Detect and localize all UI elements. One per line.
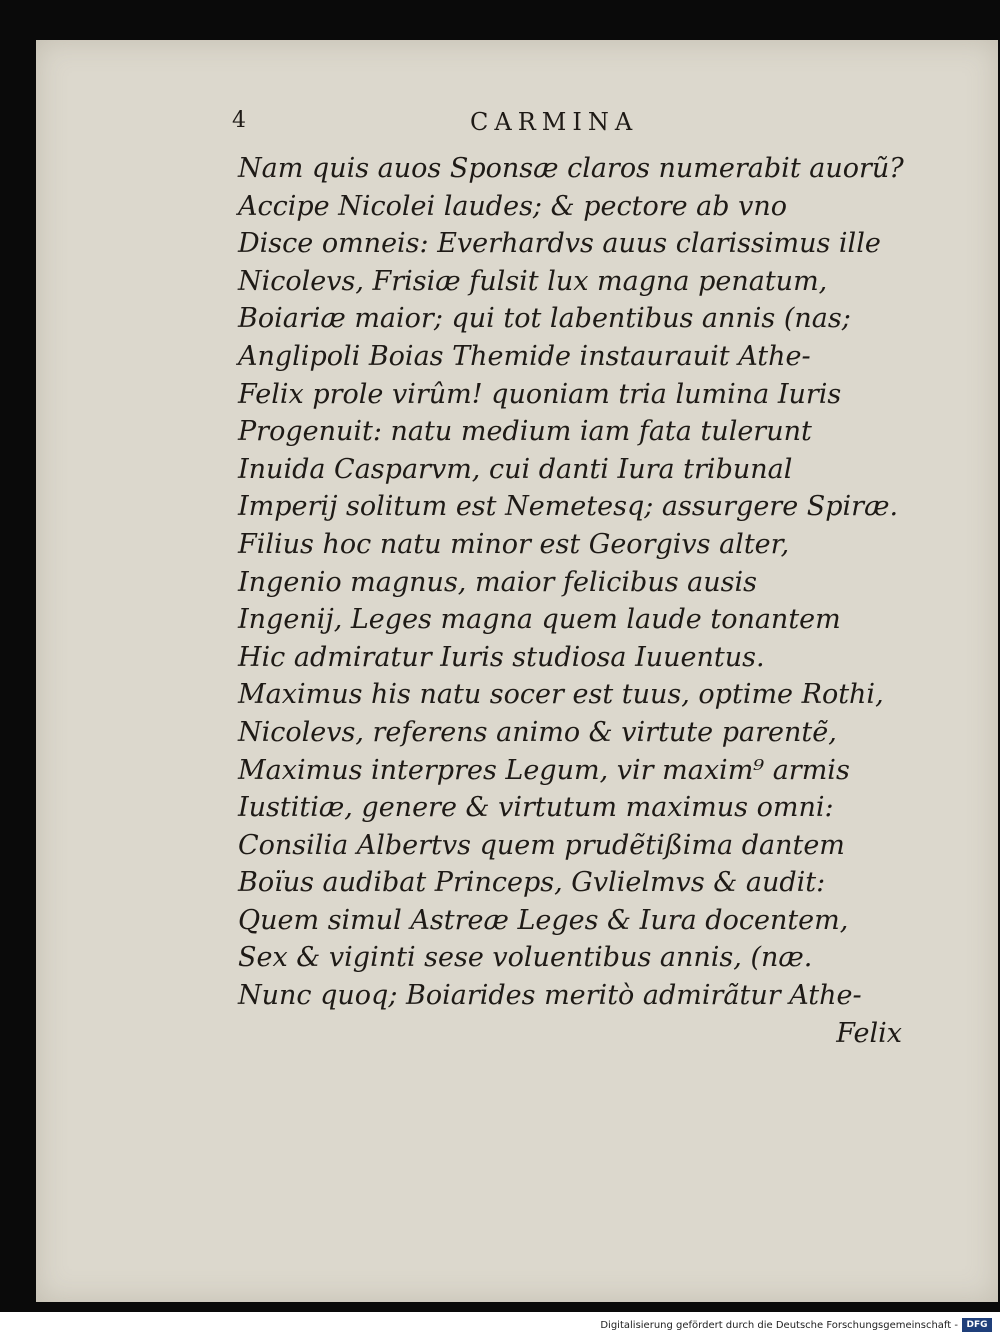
poem-line: Maximus interpres Legum, vir maxim⁹ armis [238,754,850,786]
poem-line: Accipe Nicolei laudes; & pectore ab vno [238,190,788,222]
poem-line: Boïus audibat Princeps, Gvlielmvs & audit: [238,867,826,899]
poem-line: Hic admiratur Iuris studiosa Iuuentus. [238,641,765,673]
poem-line: Nicolevs, referens animo & virtute parentẽ, [238,716,837,748]
page-number: 4 [232,108,246,133]
poem-line: Consilia Albertvs quem prudẽtißima dantem [238,829,845,861]
poem-line: Felix prole virûm! quoniam tria lumina Iuris [238,378,842,410]
poem-line: Nunc quoq; Boiarides meritò admirãtur Athe- [238,980,862,1012]
funding-notice: Digitalisierung gefördert durch die Deutsche Forschungsgemeinschaft - [600,1320,958,1331]
poem-line: Imperij solitum est Nemetesq; assurgere Spiræ. [238,491,899,523]
poem-line: Anglipoli Boias Themide instaurauit Athe- [238,340,811,372]
footer-bar [0,1312,1000,1339]
poem-line: Nicolevs, Frisiæ fulsit lux magna penatum, [238,265,828,297]
poem-line: Disce omneis: Everhardvs auus clarissimus ille [238,228,881,260]
catchword: Felix [836,1017,902,1049]
poem-line: Ingenij, Leges magna quem laude tonantem [238,604,841,636]
poem-line: Boiariæ maior; qui tot labentibus annis (nas; [238,303,851,335]
poem-line: Ingenio magnus, maior felicibus ausis [238,566,757,598]
poem-line: Filius hoc natu minor est Georgivs alter, [238,528,790,560]
running-title: CARMINA [470,108,639,136]
dfg-logo: DFG [962,1318,992,1332]
poem-line: Iustitiæ, genere & virtutum maximus omni: [238,792,834,824]
poem-text [238,150,928,1052]
poem-line: Progenuit: natu medium iam fata tulerunt [238,416,812,448]
poem-line: Nam quis auos Sponsæ claros numerabit auorũ? [238,153,904,184]
poem-line: Inuida Casparvm, cui danti Iura tribunal [238,453,793,485]
poem-line: Maximus his natu socer est tuus, optime Rothi, [238,679,884,711]
poem-line: Quem simul Astreæ Leges & Iura docentem, [238,904,849,936]
poem-line: Sex & viginti sese voluentibus annis, (næ. [238,942,813,974]
